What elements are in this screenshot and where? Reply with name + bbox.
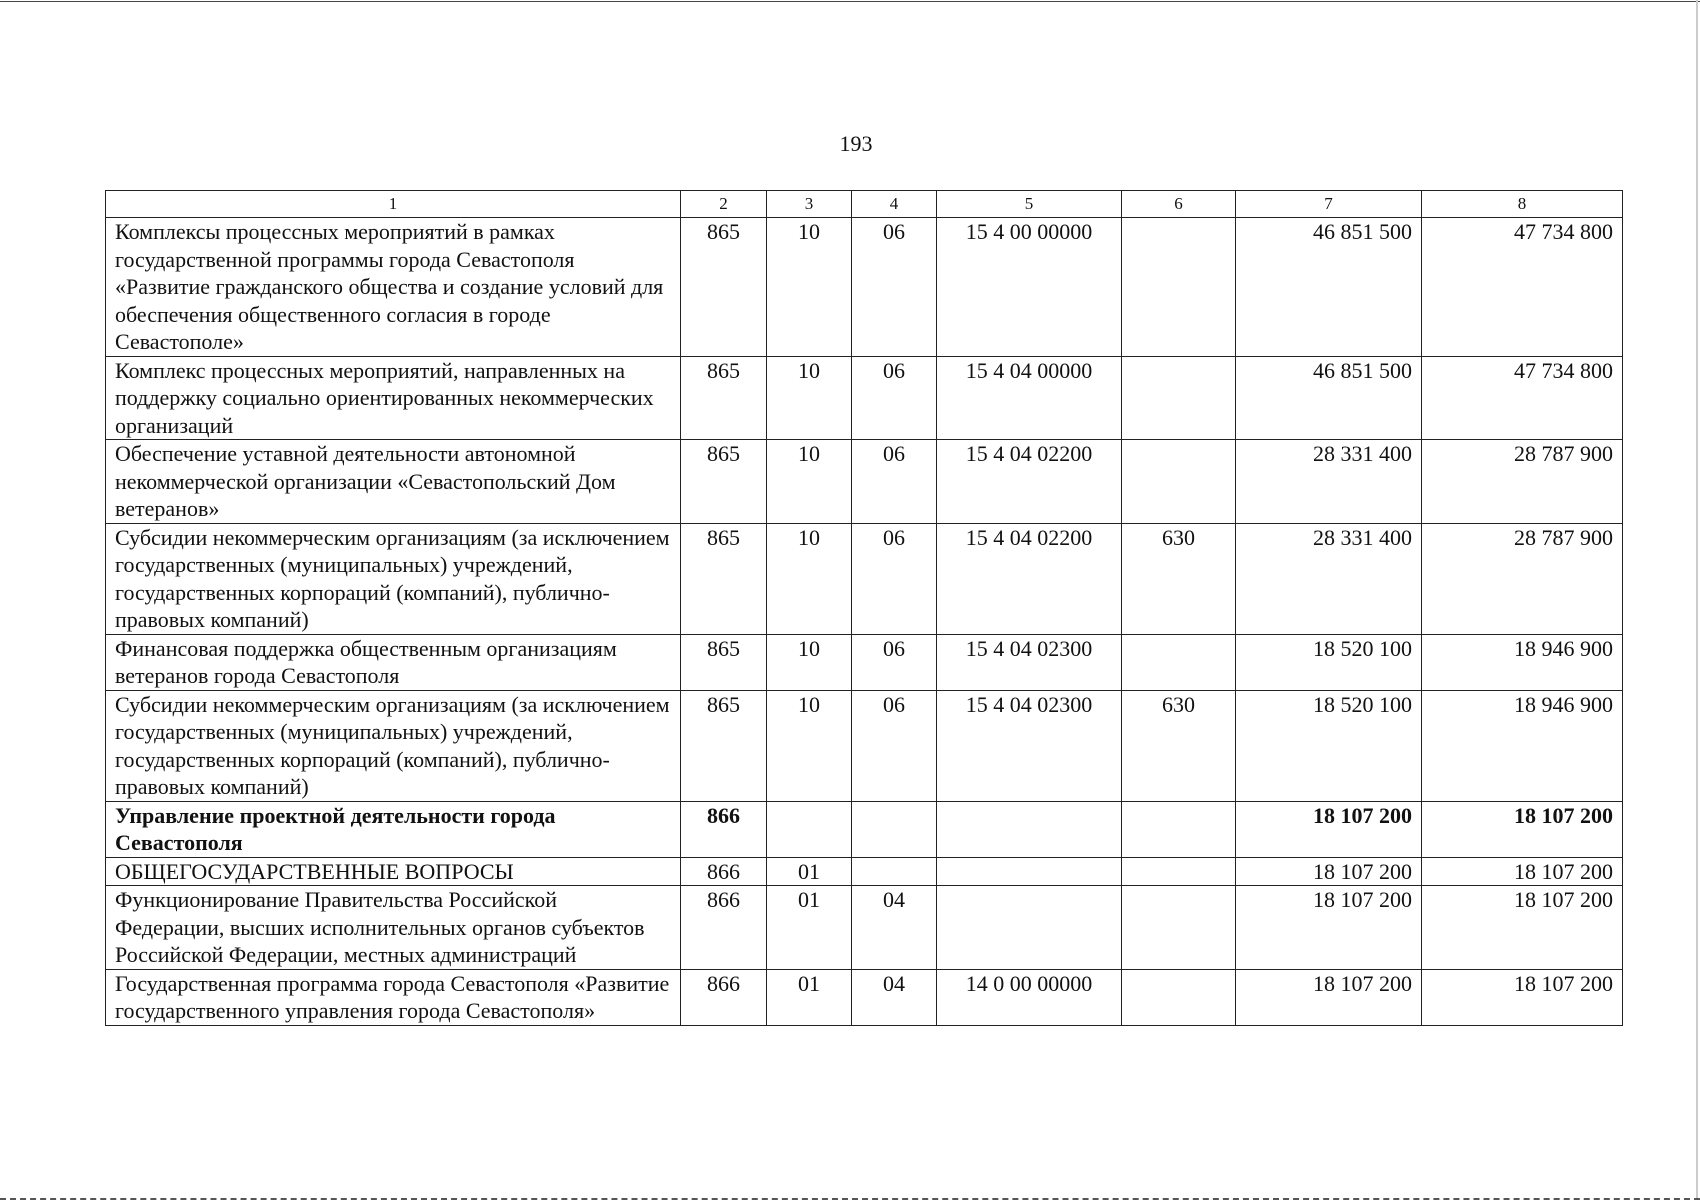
target-item-cell: 15 4 04 00000 [937,356,1122,440]
top-border-line [0,1,1700,2]
grbs-code-cell: 866 [681,801,767,857]
table-row [106,356,1623,440]
row-name-cell: Комплексы процессных мероприятий в рамках государственной программы города Севастополя «Развитие гражданского общества и создание условий для обеспечения общественного согласия в городе Севастополе» [106,218,681,357]
row-name-cell: Функционирование Правительства Российской Федерации, высших исполнительных органов субъектов Российской Федерации, местных администраций [106,886,681,970]
section-code-cell: 10 [767,690,852,801]
amount-year1-cell: 28 331 400 [1236,523,1422,634]
grbs-code-cell: 866 [681,886,767,970]
grbs-code-cell: 865 [681,356,767,440]
amount-year1-cell: 18 107 200 [1236,801,1422,857]
expense-type-cell [1122,634,1236,690]
section-code-cell [767,801,852,857]
expense-type-cell [1122,801,1236,857]
column-header-2: 2 [681,191,767,218]
column-header-6: 6 [1122,191,1236,218]
section-code-cell: 10 [767,440,852,524]
grbs-code-cell: 865 [681,440,767,524]
column-header-8: 8 [1422,191,1623,218]
expense-type-cell [1122,857,1236,886]
grbs-code-cell: 866 [681,857,767,886]
expense-type-cell [1122,886,1236,970]
column-header-5: 5 [937,191,1122,218]
subsection-code-cell: 06 [852,523,937,634]
row-name-cell: Финансовая поддержка общественным организациям ветеранов города Севастополя [106,634,681,690]
right-edge-shadow [1696,0,1698,1200]
expense-type-cell: 630 [1122,690,1236,801]
section-code-cell: 01 [767,886,852,970]
table-row [106,969,1623,1025]
amount-year2-cell: 47 734 800 [1422,218,1623,357]
target-item-cell: 15 4 04 02200 [937,440,1122,524]
table-row [106,523,1623,634]
section-code-cell: 10 [767,523,852,634]
amount-year2-cell: 28 787 900 [1422,523,1623,634]
subsection-code-cell [852,857,937,886]
section-code-cell: 01 [767,857,852,886]
target-item-cell: 15 4 00 00000 [937,218,1122,357]
amount-year2-cell: 28 787 900 [1422,440,1623,524]
row-name-cell: ОБЩЕГОСУДАРСТВЕННЫЕ ВОПРОСЫ [106,857,681,886]
subsection-code-cell: 06 [852,440,937,524]
table-row [106,801,1623,857]
amount-year1-cell: 18 520 100 [1236,634,1422,690]
table-header-row [106,191,1623,218]
budget-table [105,190,1623,1026]
row-name-cell: Субсидии некоммерческим организациям (за исключением государственных (муниципальных) учреждений, государственных корпораций (компаний), публично-правовых компаний) [106,523,681,634]
table-body [106,218,1623,1026]
target-item-cell: 15 4 04 02300 [937,690,1122,801]
section-code-cell: 10 [767,634,852,690]
amount-year2-cell: 18 107 200 [1422,857,1623,886]
expense-type-cell: 630 [1122,523,1236,634]
row-name-cell: Государственная программа города Севастополя «Развитие государственного управления города Севастополя» [106,969,681,1025]
table-row [106,690,1623,801]
expense-type-cell [1122,218,1236,357]
amount-year2-cell: 47 734 800 [1422,356,1623,440]
column-header-4: 4 [852,191,937,218]
expense-type-cell [1122,969,1236,1025]
amount-year1-cell: 46 851 500 [1236,356,1422,440]
amount-year1-cell: 18 520 100 [1236,690,1422,801]
grbs-code-cell: 865 [681,634,767,690]
grbs-code-cell: 865 [681,690,767,801]
expense-type-cell [1122,440,1236,524]
target-item-cell [937,886,1122,970]
table-row [106,857,1623,886]
row-name-cell: Управление проектной деятельности города Севастополя [106,801,681,857]
subsection-code-cell: 06 [852,634,937,690]
expense-type-cell [1122,356,1236,440]
section-code-cell: 01 [767,969,852,1025]
target-item-cell [937,857,1122,886]
amount-year2-cell: 18 107 200 [1422,801,1623,857]
subsection-code-cell: 04 [852,886,937,970]
column-header-7: 7 [1236,191,1422,218]
subsection-code-cell: 06 [852,218,937,357]
row-name-cell: Обеспечение уставной деятельности автономной некоммерческой организации «Севастопольский Дом ветеранов» [106,440,681,524]
subsection-code-cell [852,801,937,857]
amount-year1-cell: 46 851 500 [1236,218,1422,357]
grbs-code-cell: 866 [681,969,767,1025]
amount-year1-cell: 18 107 200 [1236,857,1422,886]
subsection-code-cell: 06 [852,690,937,801]
section-code-cell: 10 [767,218,852,357]
amount-year1-cell: 18 107 200 [1236,969,1422,1025]
row-name-cell: Субсидии некоммерческим организациям (за исключением государственных (муниципальных) учреждений, государственных корпораций (компаний), публично-правовых компаний) [106,690,681,801]
target-item-cell [937,801,1122,857]
target-item-cell: 14 0 00 00000 [937,969,1122,1025]
amount-year2-cell: 18 107 200 [1422,969,1623,1025]
table-row [106,634,1623,690]
section-code-cell: 10 [767,356,852,440]
table-row [106,218,1623,357]
column-header-3: 3 [767,191,852,218]
amount-year2-cell: 18 107 200 [1422,886,1623,970]
grbs-code-cell: 865 [681,523,767,634]
row-name-cell: Комплекс процессных мероприятий, направленных на поддержку социально ориентированных некоммерческих организаций [106,356,681,440]
column-header-1: 1 [106,191,681,218]
subsection-code-cell: 06 [852,356,937,440]
table-row [106,886,1623,970]
amount-year2-cell: 18 946 900 [1422,690,1623,801]
amount-year1-cell: 18 107 200 [1236,886,1422,970]
subsection-code-cell: 04 [852,969,937,1025]
table-row [106,440,1623,524]
page-number: 193 [839,131,873,156]
amount-year1-cell: 28 331 400 [1236,440,1422,524]
target-item-cell: 15 4 04 02200 [937,523,1122,634]
grbs-code-cell: 865 [681,218,767,357]
target-item-cell: 15 4 04 02300 [937,634,1122,690]
amount-year2-cell: 18 946 900 [1422,634,1623,690]
